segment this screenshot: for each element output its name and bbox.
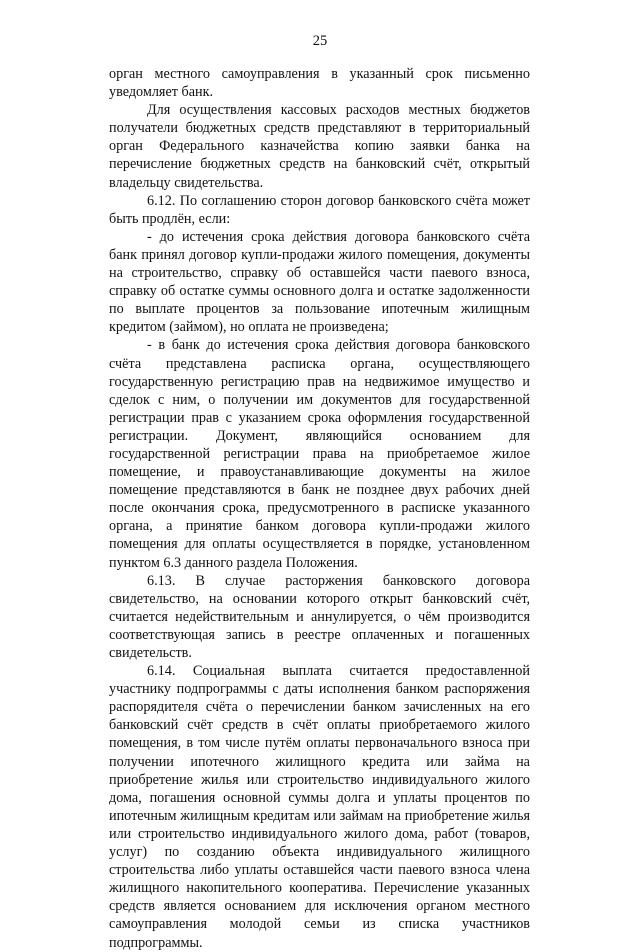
paragraph-6-12: 6.12. По соглашению сторон договор банковского счёта может быть продлён, если:	[109, 192, 530, 227]
paragraph-continuation: орган местного самоуправления в указанный срок письменно уведомляет банк.	[109, 66, 530, 101]
list-item-registration-receipt: - в банк до истечения срока действия договора банковского счёта представлена расписка органа, осуществляющего государственную регистрацию прав на недвижимое имущество и сделок с ним, о получении им документов для государственной регистрации прав с указанием срока оформления государственной регистрации. Документ, являющийся основанием для государственной регистрации права на приобретаемое жилое помещение, и правоустанавливающие документы на жилое помещение представляются в банк не позднее двух рабочих дней после окончания срока, предусмотренного в расписке указанного органа, а принятие банком договора купли-продажи жилого помещения для оплаты осуществляется в порядке, установленном пунктом 6.3 данного раздела Положения.	[109, 337, 530, 571]
paragraph-6-14: 6.14. Социальная выплата считается предоставленной участнику подпрограммы с даты исполнения банком распоряжения распорядителя счёта о перечислении банком зачисленных на его банковский счёт средств в счёт оплаты приобретаемого жилого помещения, в том числе путём оплаты первоначального взноса при получении ипотечного жилищного кредита или займа на приобретение жилья или строительство индивидуального жилого дома, погашения основной суммы долга и уплаты процентов по ипотечным жилищным кредитам или займам на приобретение жилья или строительство индивидуального жилого дома, работ (товаров, услуг) по созданию объекта индивидуального жилищного строительства либо уплаты оставшейся части паевого взноса члена жилищного накопительного кооператива. Перечисление указанных средств является основанием для исключения органом местного самоуправления молодой семьи из списка участников подпрограммы.	[109, 663, 530, 951]
list-item-contract-accepted: - до истечения срока действия договора банковского счёта банк принял договор купли-продажи жилого помещения, документы на строительство, справку об оставшейся части паевого взноса, справку об остатке суммы основного долга и остатке задолженности по выплате процентов за пользование ипотечным жилищным кредитом (займом), но оплата не произведена;	[109, 228, 530, 336]
document-body	[109, 65, 530, 952]
paragraph-6-13: 6.13. В случае расторжения банковского договора свидетельство, на основании которого открыт банковский счёт, считается недействительным и аннулируется, о чём производится соответствующая запись в реестре оплаченных и погашенных свидетельств.	[109, 572, 530, 661]
page-number: 25	[312, 33, 328, 49]
paragraph-cash-expenses: Для осуществления кассовых расходов местных бюджетов получатели бюджетных средств представляют в территориальный орган Федерального казначейства копию заявки банка на перечисление бюджетных средств на банковский счёт, открытый владельцу свидетельства.	[109, 102, 530, 191]
